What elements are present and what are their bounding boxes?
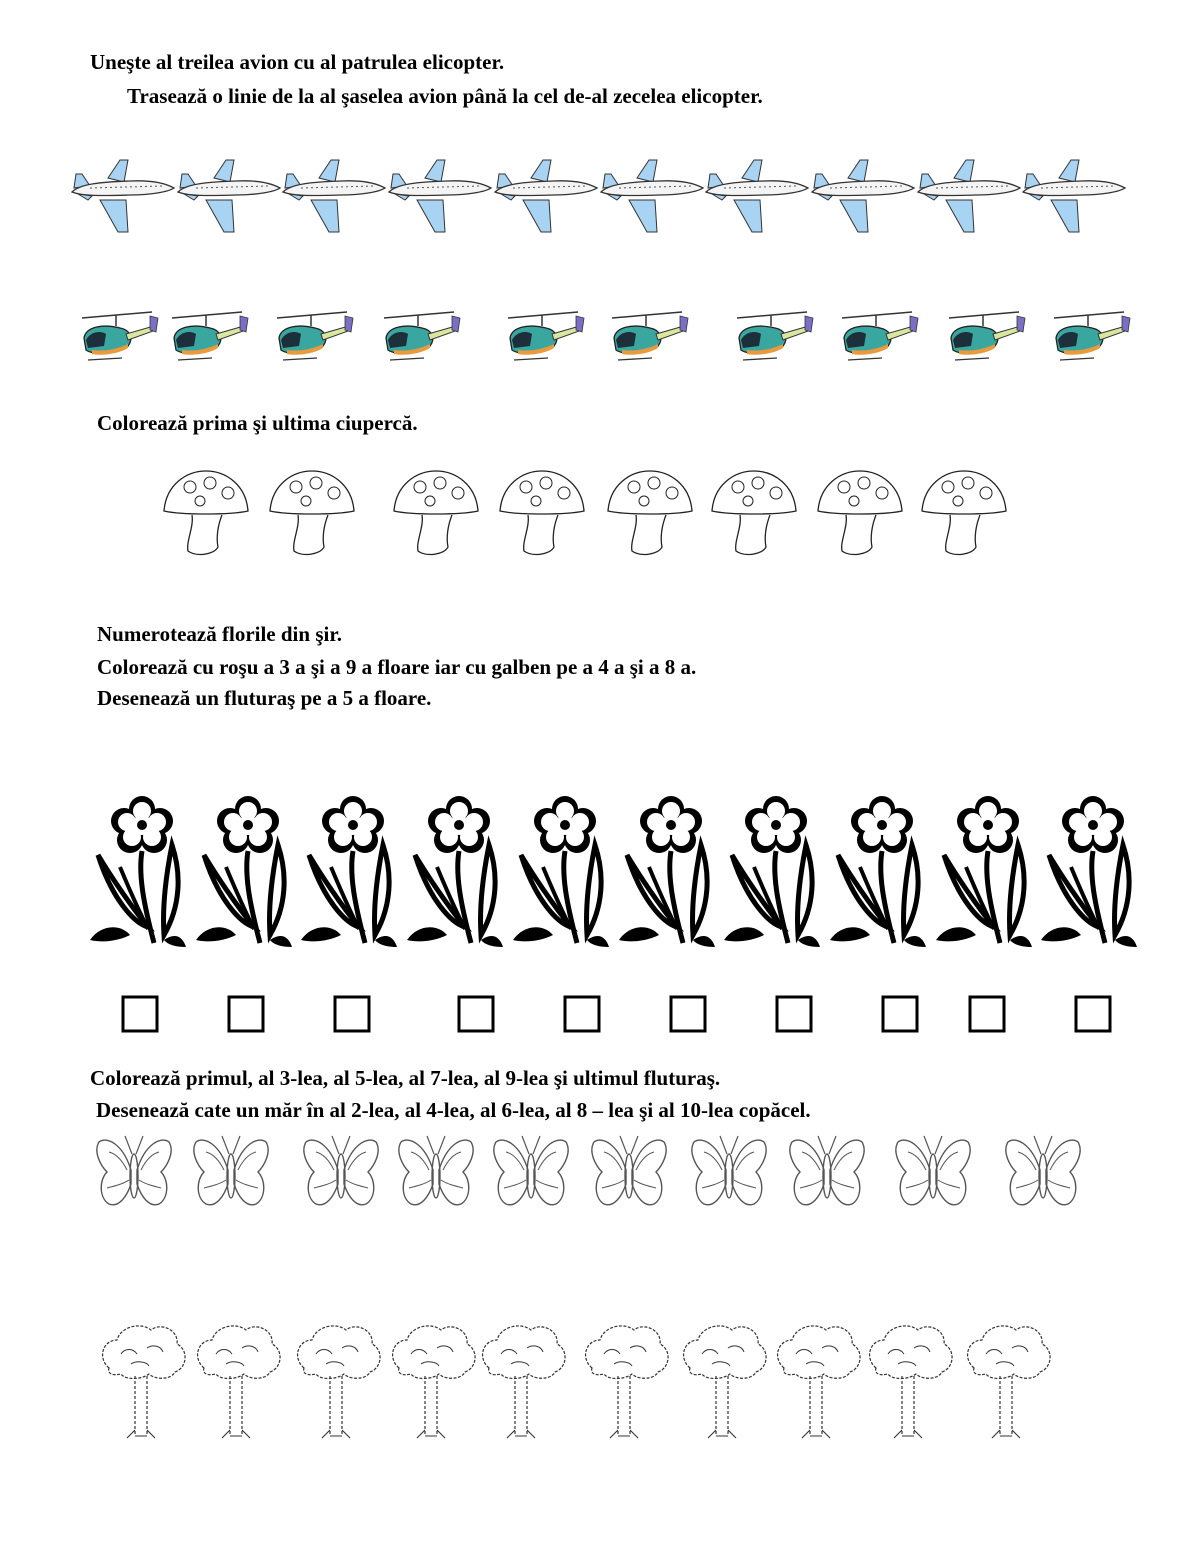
mushroom <box>496 465 588 565</box>
tree <box>190 1318 286 1443</box>
instruction-planes-line2: Trasează o linie de la al şaselea avion până la cel de-al zecelea elicopter. <box>127 84 763 108</box>
airplane <box>176 148 284 238</box>
tree <box>676 1318 772 1443</box>
butterfly <box>892 1132 974 1222</box>
mushroom <box>918 465 1010 565</box>
flower <box>301 795 399 950</box>
helicopter <box>496 308 588 368</box>
butterfly <box>688 1132 770 1222</box>
instruction-flowers-line3: Desenează un fluturaş pe a 5 a floare. <box>97 686 432 710</box>
butterfly <box>190 1132 272 1222</box>
flower <box>1041 795 1139 950</box>
mushroom <box>266 465 358 565</box>
flower <box>936 795 1034 950</box>
tree <box>770 1318 866 1443</box>
flower <box>90 795 188 950</box>
airplane <box>70 148 178 238</box>
airplane <box>281 148 389 238</box>
butterfly <box>1002 1132 1084 1222</box>
number-box <box>669 995 707 1033</box>
instruction-planes-line1: Uneşte al treilea avion cu al patrulea elicopter. <box>90 50 505 74</box>
airplane <box>387 148 495 238</box>
butterfly <box>786 1132 868 1222</box>
tree <box>862 1318 958 1443</box>
airplane <box>599 148 707 238</box>
airplane <box>916 148 1024 238</box>
helicopter <box>1042 308 1134 368</box>
mushroom-row <box>0 465 1200 580</box>
airplane <box>1021 148 1129 238</box>
butterfly <box>93 1132 175 1222</box>
tree <box>475 1318 571 1443</box>
number-box <box>881 995 919 1033</box>
butterfly <box>588 1132 670 1222</box>
butterfly <box>490 1132 572 1222</box>
tree <box>960 1318 1056 1443</box>
airplane <box>704 148 812 238</box>
butterfly-row <box>0 1132 1200 1227</box>
flower-row <box>0 795 1200 950</box>
butterfly <box>300 1132 382 1222</box>
helicopter <box>265 308 357 368</box>
number-box <box>968 995 1006 1033</box>
helicopter <box>725 308 817 368</box>
helicopter <box>160 308 252 368</box>
mushroom <box>390 465 482 565</box>
number-box <box>333 995 371 1033</box>
flower <box>830 795 928 950</box>
tree <box>578 1318 674 1443</box>
instruction-flowers-line2: Colorează cu roşu a 3 a şi a 9 a floare iar cu galben pe a 4 a şi a 8 a. <box>97 655 697 679</box>
airplane <box>493 148 601 238</box>
flower <box>196 795 294 950</box>
helicopter <box>70 308 162 368</box>
tree <box>95 1318 191 1443</box>
number-box <box>457 995 495 1033</box>
tree <box>385 1318 481 1443</box>
number-box <box>563 995 601 1033</box>
mushroom <box>160 465 252 565</box>
mushroom <box>814 465 906 565</box>
butterfly <box>395 1132 477 1222</box>
helicopter <box>372 308 464 368</box>
number-box <box>1074 995 1112 1033</box>
flower <box>619 795 717 950</box>
number-box <box>775 995 813 1033</box>
helicopter <box>937 308 1029 368</box>
instruction-butterflies: Colorează primul, al 3-lea, al 5-lea, al 7-lea, al 9-lea şi ultimul fluturaş. <box>90 1066 721 1090</box>
mushroom <box>604 465 696 565</box>
flower <box>513 795 611 950</box>
helicopter <box>600 308 692 368</box>
number-box <box>121 995 159 1033</box>
number-box <box>227 995 265 1033</box>
mushroom <box>708 465 800 565</box>
flower <box>407 795 505 950</box>
instruction-flowers-line1: Numerotează florile din şir. <box>97 622 342 646</box>
tree-row <box>0 1318 1200 1458</box>
helicopter <box>830 308 922 368</box>
tree <box>290 1318 386 1443</box>
number-box-row <box>0 995 1200 1037</box>
airplane <box>810 148 918 238</box>
helicopter-row <box>0 308 1200 378</box>
flower <box>724 795 822 950</box>
instruction-trees: Desenează cate un măr în al 2-lea, al 4-lea, al 6-lea, al 8 – lea şi al 10-lea copăcel. <box>96 1098 811 1122</box>
instruction-mushrooms: Colorează prima şi ultima ciupercă. <box>97 411 418 435</box>
airplane-row <box>0 148 1200 238</box>
